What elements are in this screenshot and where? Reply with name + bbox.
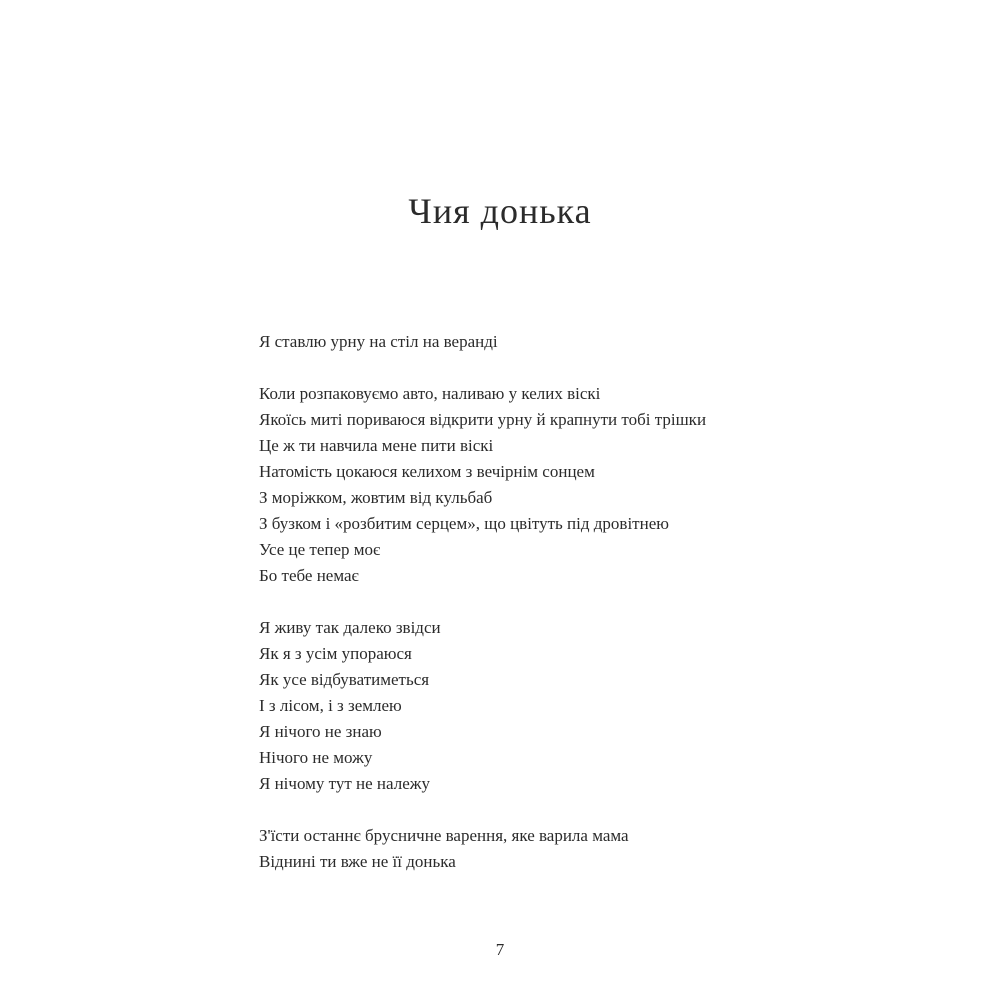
- poem-line: Як усе відбуватиметься: [259, 670, 430, 689]
- poem-line: Я живу так далеко звідси: [259, 618, 441, 637]
- poem-line: Я нічому тут не належу: [259, 774, 430, 793]
- poem-line: І з лісом, і з землею: [259, 696, 402, 715]
- poem-line: Натомість цокаюся келихом з вечірнім сонцем: [259, 462, 595, 481]
- poem-line: Я ставлю урну на стіл на веранді: [259, 332, 498, 351]
- poem-line: Якоїсь миті пориваюся відкрити урну й крапнути тобі трішки: [259, 410, 707, 429]
- page-number: 7: [495, 940, 505, 959]
- poem-line: Бо тебе немає: [259, 566, 359, 585]
- poem-line: Я нічого не знаю: [259, 722, 382, 741]
- stanza-3: [259, 615, 839, 797]
- poem-line: Нічого не можу: [259, 748, 373, 767]
- poem-line: Як я з усім упораюся: [259, 644, 412, 663]
- poem-line: Це ж ти навчила мене пити віскі: [259, 436, 494, 455]
- stanza-2: [259, 381, 839, 589]
- stanza-1: [259, 329, 839, 355]
- poem-line: З бузком і «розбитим серцем», що цвітуть під дровітнею: [259, 514, 669, 533]
- poem-line: З моріжком, жовтим від кульбаб: [259, 488, 493, 507]
- poem-body: [259, 329, 839, 901]
- poem-line: З'їсти останнє брусничне варення, яке варила мама: [259, 826, 629, 845]
- poem-line: Усе це тепер моє: [259, 540, 381, 559]
- poem-line: Віднині ти вже не її донька: [259, 852, 456, 871]
- stanza-4: [259, 823, 839, 875]
- poem-title: Чия донька: [408, 191, 592, 231]
- poem-line: Коли розпаковуємо авто, наливаю у келих віскі: [259, 384, 601, 403]
